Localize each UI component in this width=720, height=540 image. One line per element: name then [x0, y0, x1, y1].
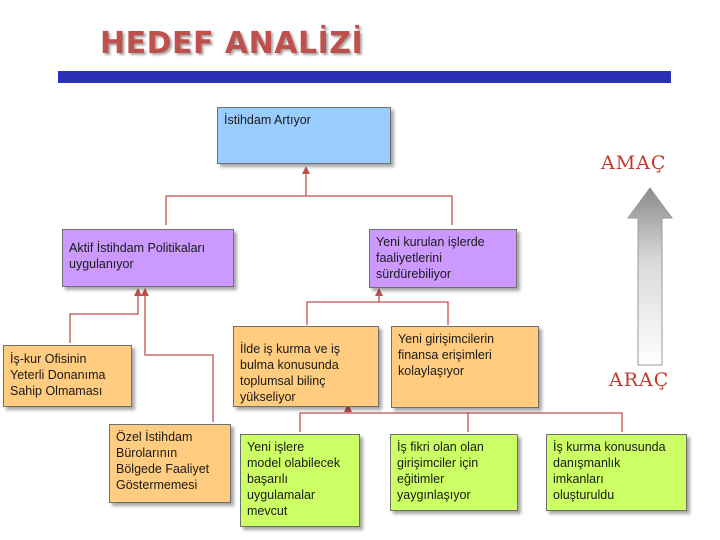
arrowhead-aktif-2 [141, 288, 149, 296]
connector-ozel [145, 292, 213, 422]
connector-ilde-right [468, 413, 622, 432]
root-box: İstihdam Artıyor [217, 107, 391, 164]
arrowhead-root [302, 166, 310, 174]
danismanlik-box: İş kurma konusunda danışmanlık imkanları oluşturuldu [546, 434, 687, 511]
connector-ilde-bar [300, 413, 468, 432]
connector-yeni-bar [307, 302, 448, 325]
model-uygulamalar-box: Yeni işlere model olabilecek başarılı uygulamalar mevcut [240, 434, 360, 527]
girisimci-finans-box: Yeni girişimcilerin finansa erişimleri kolaylaşıyor [391, 326, 539, 408]
connector-root-bar [166, 196, 452, 225]
iskur-box: İş-kur Ofisinin Yeterli Donanıma Sahip Olmaması [3, 345, 132, 407]
aktif-politikalar-box: Aktif İstihdam Politikaları uygulanıyor [62, 229, 234, 287]
arrowhead-yeni [375, 288, 383, 296]
arac-label: ARAÇ [609, 369, 670, 391]
amac-label: AMAÇ [601, 152, 667, 174]
ilde-bilinc-box: İlde iş kurma ve iş bulma konusunda toplumsal bilinç yükseliyor [233, 326, 379, 407]
connector-iskur [70, 292, 138, 343]
page-title: HEDEF ANALİZİ [100, 26, 364, 61]
ozel-istihdam-box: Özel İstihdam Bürolarının Bölgede Faaliyet Göstermemesi [109, 424, 231, 503]
purpose-means-arrow [628, 188, 672, 365]
arrowhead-aktif-1 [134, 288, 142, 296]
girisimci-egitim-box: İş fikri olan olan girişimciler için eğitimler yaygınlaşıyor [390, 434, 518, 511]
yeni-kurulan-isler-box: Yeni kurulan işlerde faaliyetlerini sürdürebiliyor [369, 229, 517, 288]
